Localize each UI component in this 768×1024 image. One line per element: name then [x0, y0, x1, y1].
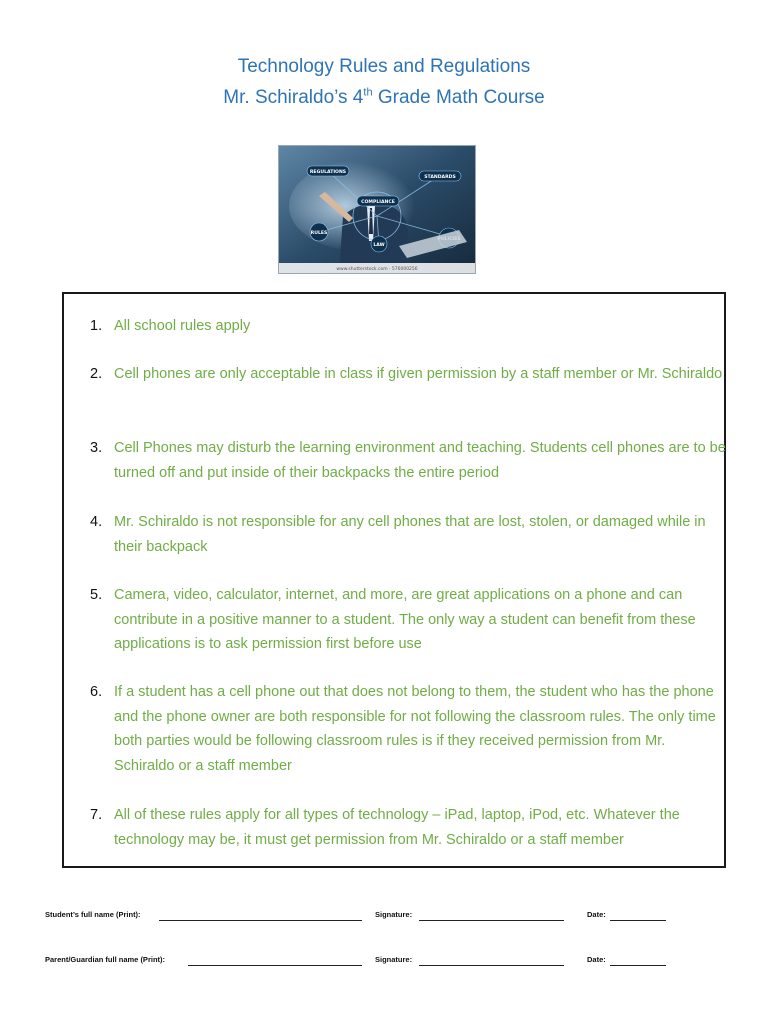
student-date-field[interactable] [610, 920, 666, 921]
label-law: LAW [373, 243, 385, 248]
parent-name-field[interactable] [188, 965, 362, 966]
parent-name-label: Parent/Guardian full name (Print): [45, 955, 166, 964]
rule-number: 2. [90, 366, 103, 382]
parent-signature-row [0, 955, 768, 969]
subtitle-text: Mr. Schiraldo’s 4 [223, 87, 364, 108]
technology-rules-image [278, 145, 476, 274]
rule-text: All school rules apply [114, 318, 251, 334]
rule-text: Cell phones are only acceptable in class if given permission by a staff member or Mr. Schiraldo [114, 366, 723, 382]
student-signature-field[interactable] [419, 920, 564, 921]
parent-date-label: Date: [587, 955, 606, 964]
student-signature-label: Signature: [375, 910, 413, 919]
rule-number: 5. [90, 587, 103, 603]
page-title: Technology Rules and Regulations [237, 56, 531, 77]
rule-number: 6. [90, 684, 103, 700]
page-subtitle [0, 86, 768, 110]
label-compliance: COMPLIANCE [361, 200, 395, 205]
watermark-text: www.shutterstock.com · 576000256 [336, 267, 418, 272]
rule-number: 3. [90, 440, 103, 456]
student-name-field[interactable] [159, 920, 362, 921]
rule-text: Mr. Schiraldo is not responsible for any cell phones that are lost, stolen, or damaged while in their backpack [114, 514, 706, 555]
student-signature-row [0, 910, 768, 924]
rules-box [62, 292, 726, 868]
subtitle-superscript: th [363, 86, 373, 99]
label-regulations: REGULATIONS [309, 170, 347, 175]
rule-number: 4. [90, 514, 103, 530]
rule-text: If a student has a cell phone out that does not belong to them, the student who has the phone and the phone owner are both responsible for not following the classroom rules. The only time both parties would be following classroom rules is if they received permission from Mr. Schiraldo or a staff member [114, 684, 716, 774]
rule-text: Camera, video, calculator, internet, and more, are great applications on a phone and can contribute in a positive manner to a student. The only way a student can benefit from these applications is to ask permission first before use [114, 587, 696, 652]
student-name-label: Student’s full name (Print): [45, 910, 141, 919]
subtitle-text-end: Grade Math Course [372, 87, 545, 108]
label-standards: STANDARDS [424, 175, 456, 180]
rule-number: 7. [90, 807, 103, 823]
rule-number: 1. [90, 318, 103, 334]
student-date-label: Date: [587, 910, 606, 919]
rule-text: Cell Phones may disturb the learning environment and teaching. Students cell phones are to be turned off and put inside of their backpacks the entire period [114, 440, 726, 481]
rule-text: All of these rules apply for all types of technology – iPad, laptop, iPod, etc. Whatever the technology may be, it must get permission from Mr. Schiraldo or a staff member [114, 807, 680, 848]
label-rules: RULES [310, 231, 328, 236]
image-illustration [279, 146, 475, 273]
parent-signature-field[interactable] [419, 965, 564, 966]
parent-date-field[interactable] [610, 965, 666, 966]
parent-signature-label: Signature: [375, 955, 413, 964]
